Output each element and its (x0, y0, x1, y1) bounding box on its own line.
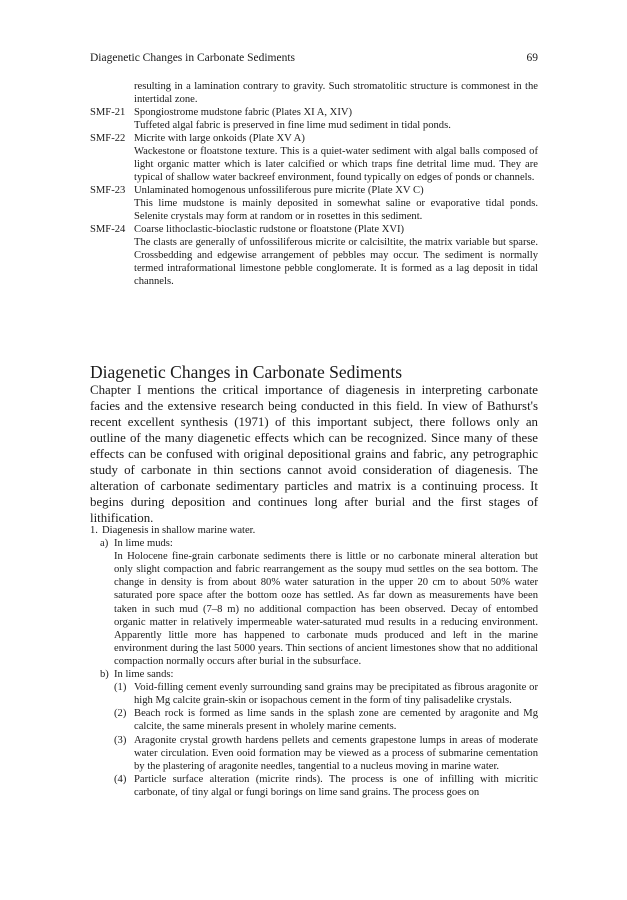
item-number: (1) (114, 682, 127, 694)
sand-process-item (90, 773, 538, 799)
smf-code: SMF-24 (90, 224, 126, 235)
item-text: Aragonite crystal growth hardens pellets and cements grapestone lumps in areas of moderate water circulation. Even ooid formation may be viewed as a process of submarine cementation by the plastering of aragonite needles, tangential to a nucleus moving in marine water. (134, 734, 538, 772)
smf-title: Unlaminated homogenous unfossiliferous pure micrite (Plate XV C) (134, 185, 424, 196)
smf-continuation: resulting in a lamination contrary to gravity. Such stromatolitic structure is commonest in the intertidal zone. (134, 81, 538, 105)
smf-title: Coarse lithoclastic-bioclastic rudstone or floatstone (Plate XVI) (134, 224, 405, 235)
sublist-title: In lime sands: (114, 669, 174, 681)
smf-entry (90, 223, 538, 288)
smf-entry (90, 106, 538, 132)
sublist-item-a (90, 537, 538, 550)
smf-code: SMF-21 (90, 107, 126, 118)
list-item-1 (90, 524, 538, 537)
sand-process-item (90, 681, 538, 707)
sublist-title: In lime muds: (114, 538, 173, 550)
list-number: 1. (90, 525, 98, 536)
item-text: Beach rock is formed as lime sands in the splash zone are cemented by aragonite and Mg calcite, the same minerals present in wholely marine cements. (134, 708, 538, 733)
lime-muds-paragraph: In Holocene fine-grain carbonate sediments there is little or no carbonate mineral alteration but only slight compaction and fabric rearrangement as the soupy mud settles on the sea bottom. The change in density is from about 80% water saturation in the upper 20 cm to about 50% water saturated pore space after the bottom ooze has settled. As far down as measurements have been taken in such mud (7–8 m) no additional compaction has been observed. Decay of entombed organic matter in relatively impermeable water-saturated mud results in a reducing environment. Apparently little more has happened to carbonate muds produced and left in the marine environment during the last 5000 years. Thin sections of ancient limestones show that no additional compaction normally occurs after burial in the subsurface. (114, 551, 538, 667)
smf-title: Micrite with large onkoids (Plate XV A) (134, 133, 305, 144)
item-number: (4) (114, 773, 127, 785)
smf-list (90, 80, 538, 288)
smf-title: Spongiostrome mudstone fabric (Plates XI A, XIV) (134, 107, 353, 118)
smf-entry (90, 132, 538, 184)
smf-body: Tuffeted algal fabric is preserved in fine lime mud sediment in tidal ponds. (134, 120, 451, 131)
smf-code: SMF-23 (90, 185, 126, 196)
smf-body: Wackestone or floatstone texture. This is a quiet-water sediment with algal balls composed of light organic matter which is later calcified or which traps fine detrital lime mud. They are typical of shallow water backreef environment, found typically on edges of ponds or channels. (134, 146, 538, 183)
diagenesis-list (90, 524, 538, 799)
page-number: 69 (526, 52, 538, 64)
smf-body: The clasts are generally of unfossiliferous micrite or calcisiltite, the matrix variable but sparse. Crossbedding and edgewise arrangement of pebbles may occur. The sediment is normally termed intraformational limestone pebble conglomerate. It is formed as a lag deposit in tidal channels. (134, 237, 538, 287)
smf-code: SMF-22 (90, 133, 126, 144)
smf-body: This lime mudstone is mainly deposited in somewhat saline or evaporative tidal ponds. Selenite crystals may form at random or in rosettes in this sediment. (134, 198, 538, 222)
section-heading: Diagenetic Changes in Carbonate Sediments (90, 361, 403, 382)
sand-process-item (90, 734, 538, 773)
item-number: (3) (114, 734, 127, 746)
list-text: Diagenesis in shallow marine water. (102, 525, 256, 536)
sublist-letter: a) (100, 538, 109, 550)
item-text: Void-filling cement evenly surrounding sand grains may be precipitated as fibrous aragonite or high Mg calcite grain-skin or isopachous cement in the form of tiny palisadelike crystals. (134, 682, 538, 707)
smf-entry (90, 184, 538, 223)
sublist-letter: b) (100, 669, 109, 681)
running-title: Diagenetic Changes in Carbonate Sediments (90, 52, 296, 64)
sand-process-item (90, 707, 538, 733)
item-text: Particle surface alteration (micrite rinds). The process is one of infilling with micritic carbonate, of tiny algal or fungi borings on lime sand grains. The process goes on (134, 773, 538, 798)
sublist-item-b (90, 668, 538, 681)
item-number: (2) (114, 708, 127, 720)
running-header (90, 50, 538, 66)
intro-paragraph: Chapter I mentions the critical importance of diagenesis in interpreting carbonate facies and the extensive research being conducted in this field. In view of Bathurst's recent excellent synthesis (1971) of this important subject, there follows only an outline of the many diagenetic effects which can be recognized. Since many of these effects can be confused with original depositional grains and fabric, any petrographic study of carbonate in thin sections cannot avoid consideration of diagenesis. The alteration of carbonate sedimentary particles and matrix is a continuing process. It begins during deposition and continues long after burial and the first stages of lithification. (90, 383, 538, 525)
